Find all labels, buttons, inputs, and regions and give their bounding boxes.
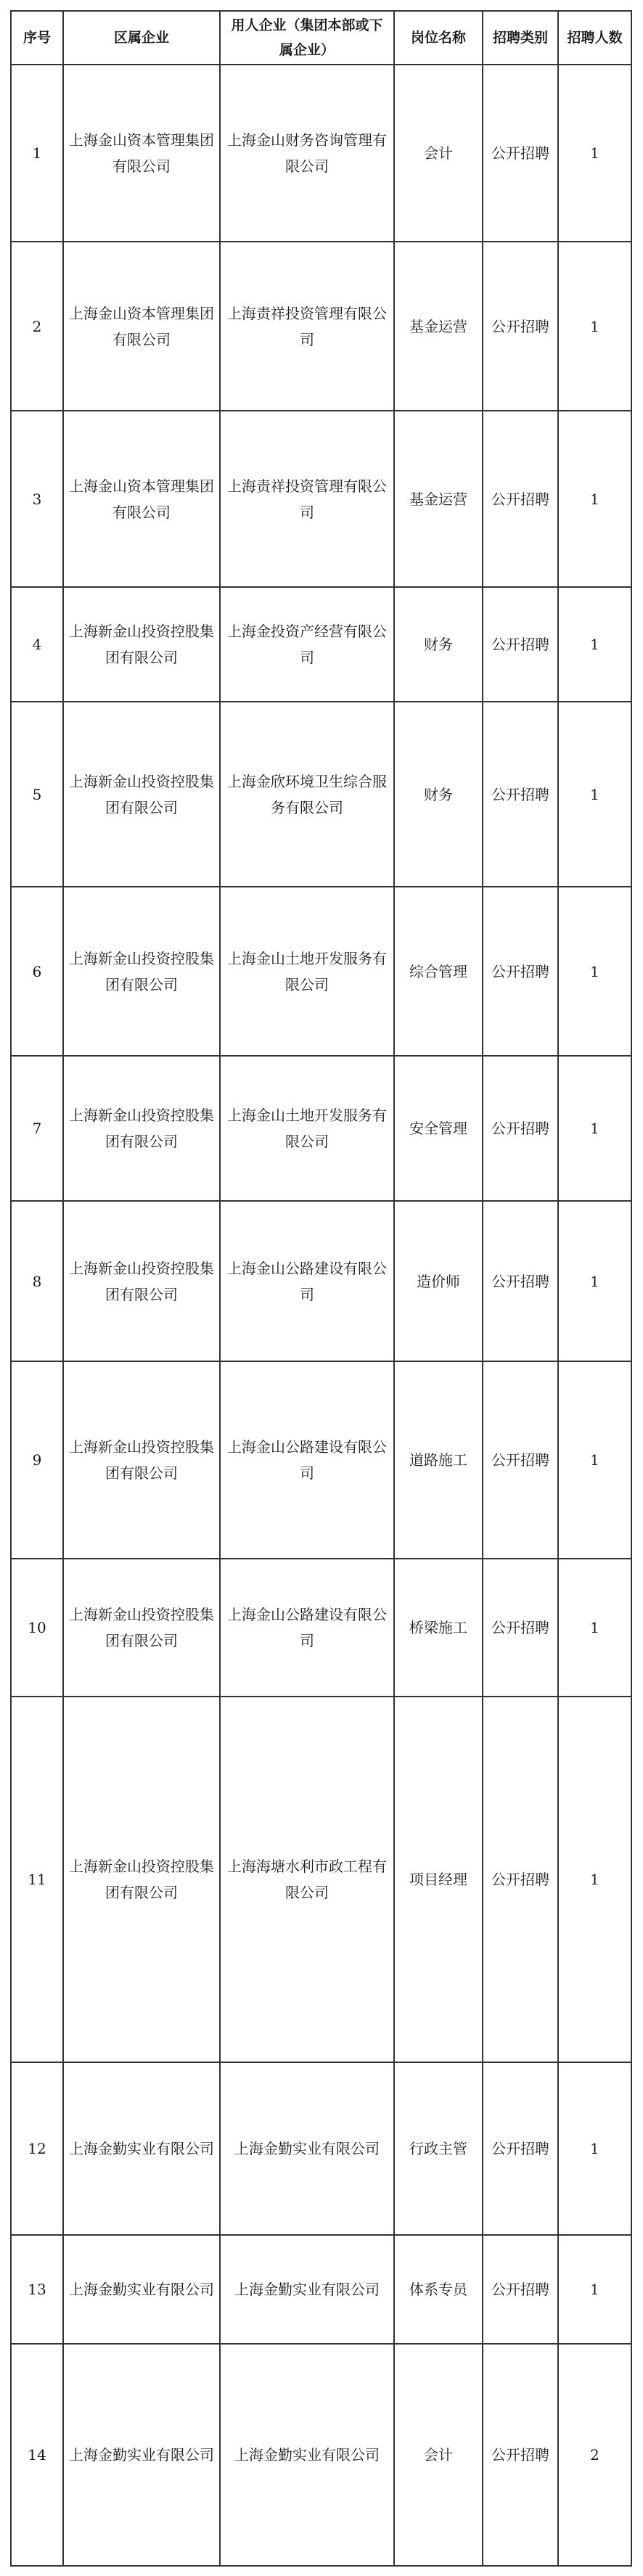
cell-position: 财务 xyxy=(394,587,483,702)
cell-district-company: 上海金山资本管理集团有限公司 xyxy=(63,411,220,587)
cell-seq: 6 xyxy=(11,887,63,1056)
cell-position: 会计 xyxy=(394,65,483,242)
cell-seq: 7 xyxy=(11,1056,63,1201)
cell-category: 公开招聘 xyxy=(483,65,558,242)
cell-count: 1 xyxy=(558,1056,631,1201)
table-row xyxy=(11,2344,631,2566)
cell-count: 2 xyxy=(558,2344,631,2566)
cell-category: 公开招聘 xyxy=(483,242,558,411)
cell-employer: 上海金欣环境卫生综合服务有限公司 xyxy=(220,702,394,887)
cell-district-company: 上海新金山投资控股集团有限公司 xyxy=(63,1697,220,2062)
cell-count: 1 xyxy=(558,887,631,1056)
table-row xyxy=(11,2062,631,2235)
cell-category: 公开招聘 xyxy=(483,587,558,702)
cell-employer: 上海金山财务咨询管理有限公司 xyxy=(220,65,394,242)
recruitment-table xyxy=(10,10,632,2567)
cell-employer: 上海金山土地开发服务有限公司 xyxy=(220,887,394,1056)
cell-employer: 上海金勤实业有限公司 xyxy=(220,2235,394,2344)
cell-position: 基金运营 xyxy=(394,411,483,587)
cell-seq: 13 xyxy=(11,2235,63,2344)
header-employer: 用人企业（集团本部或下属企业） xyxy=(220,11,394,65)
cell-category: 公开招聘 xyxy=(483,887,558,1056)
cell-seq: 12 xyxy=(11,2062,63,2235)
cell-position: 会计 xyxy=(394,2344,483,2566)
cell-category: 公开招聘 xyxy=(483,1361,558,1559)
cell-count: 1 xyxy=(558,242,631,411)
table-row xyxy=(11,702,631,887)
cell-count: 1 xyxy=(558,1201,631,1361)
cell-seq: 5 xyxy=(11,702,63,887)
cell-seq: 10 xyxy=(11,1559,63,1697)
cell-count: 1 xyxy=(558,65,631,242)
cell-district-company: 上海新金山投资控股集团有限公司 xyxy=(63,587,220,702)
cell-count: 1 xyxy=(558,2062,631,2235)
cell-position: 财务 xyxy=(394,702,483,887)
header-district-company: 区属企业 xyxy=(63,11,220,65)
table-row xyxy=(11,1201,631,1361)
cell-employer: 上海金山土地开发服务有限公司 xyxy=(220,1056,394,1201)
header-category: 招聘类别 xyxy=(483,11,558,65)
cell-district-company: 上海金勤实业有限公司 xyxy=(63,2235,220,2344)
table-row xyxy=(11,587,631,702)
header-position: 岗位名称 xyxy=(394,11,483,65)
cell-district-company: 上海新金山投资控股集团有限公司 xyxy=(63,1056,220,1201)
cell-count: 1 xyxy=(558,411,631,587)
table-row xyxy=(11,242,631,411)
cell-position: 项目经理 xyxy=(394,1697,483,2062)
table-row xyxy=(11,887,631,1056)
cell-position: 安全管理 xyxy=(394,1056,483,1201)
cell-district-company: 上海金山资本管理集团有限公司 xyxy=(63,65,220,242)
cell-employer: 上海金山公路建设有限公司 xyxy=(220,1361,394,1559)
table-body xyxy=(11,65,631,2566)
header-count: 招聘人数 xyxy=(558,11,631,65)
table-row xyxy=(11,1697,631,2062)
cell-position: 桥梁施工 xyxy=(394,1559,483,1697)
cell-position: 造价师 xyxy=(394,1201,483,1361)
cell-district-company: 上海新金山投资控股集团有限公司 xyxy=(63,1559,220,1697)
cell-employer: 上海责祥投资管理有限公司 xyxy=(220,242,394,411)
cell-count: 1 xyxy=(558,2235,631,2344)
table-row xyxy=(11,1056,631,1201)
cell-seq: 2 xyxy=(11,242,63,411)
cell-seq: 9 xyxy=(11,1361,63,1559)
cell-position: 基金运营 xyxy=(394,242,483,411)
cell-employer: 上海金山公路建设有限公司 xyxy=(220,1201,394,1361)
cell-district-company: 上海新金山投资控股集团有限公司 xyxy=(63,702,220,887)
cell-category: 公开招聘 xyxy=(483,1697,558,2062)
cell-category: 公开招聘 xyxy=(483,2062,558,2235)
cell-seq: 8 xyxy=(11,1201,63,1361)
cell-seq: 14 xyxy=(11,2344,63,2566)
cell-employer: 上海责祥投资管理有限公司 xyxy=(220,411,394,587)
cell-district-company: 上海金勤实业有限公司 xyxy=(63,2344,220,2566)
cell-category: 公开招聘 xyxy=(483,2235,558,2344)
cell-employer: 上海海塘水利市政工程有限公司 xyxy=(220,1697,394,2062)
cell-category: 公开招聘 xyxy=(483,2344,558,2566)
cell-count: 1 xyxy=(558,587,631,702)
cell-position: 行政主管 xyxy=(394,2062,483,2235)
cell-employer: 上海金勤实业有限公司 xyxy=(220,2344,394,2566)
cell-district-company: 上海新金山投资控股集团有限公司 xyxy=(63,887,220,1056)
cell-employer: 上海金勤实业有限公司 xyxy=(220,2062,394,2235)
cell-district-company: 上海金山资本管理集团有限公司 xyxy=(63,242,220,411)
cell-position: 体系专员 xyxy=(394,2235,483,2344)
header-row xyxy=(11,11,631,65)
header-seq: 序号 xyxy=(11,11,63,65)
cell-district-company: 上海新金山投资控股集团有限公司 xyxy=(63,1201,220,1361)
cell-category: 公开招聘 xyxy=(483,1056,558,1201)
cell-count: 1 xyxy=(558,1361,631,1559)
cell-district-company: 上海新金山投资控股集团有限公司 xyxy=(63,1361,220,1559)
table-row xyxy=(11,65,631,242)
cell-position: 综合管理 xyxy=(394,887,483,1056)
table-row xyxy=(11,1559,631,1697)
cell-category: 公开招聘 xyxy=(483,1559,558,1697)
table-row xyxy=(11,411,631,587)
cell-seq: 4 xyxy=(11,587,63,702)
cell-category: 公开招聘 xyxy=(483,1201,558,1361)
cell-count: 1 xyxy=(558,1559,631,1697)
cell-seq: 11 xyxy=(11,1697,63,2062)
cell-count: 1 xyxy=(558,1697,631,2062)
cell-seq: 3 xyxy=(11,411,63,587)
cell-category: 公开招聘 xyxy=(483,702,558,887)
cell-count: 1 xyxy=(558,702,631,887)
cell-employer: 上海金投资产经营有限公司 xyxy=(220,587,394,702)
cell-position: 道路施工 xyxy=(394,1361,483,1559)
cell-seq: 1 xyxy=(11,65,63,242)
cell-district-company: 上海金勤实业有限公司 xyxy=(63,2062,220,2235)
cell-employer: 上海金山公路建设有限公司 xyxy=(220,1559,394,1697)
table-row xyxy=(11,2235,631,2344)
table-row xyxy=(11,1361,631,1559)
cell-category: 公开招聘 xyxy=(483,411,558,587)
